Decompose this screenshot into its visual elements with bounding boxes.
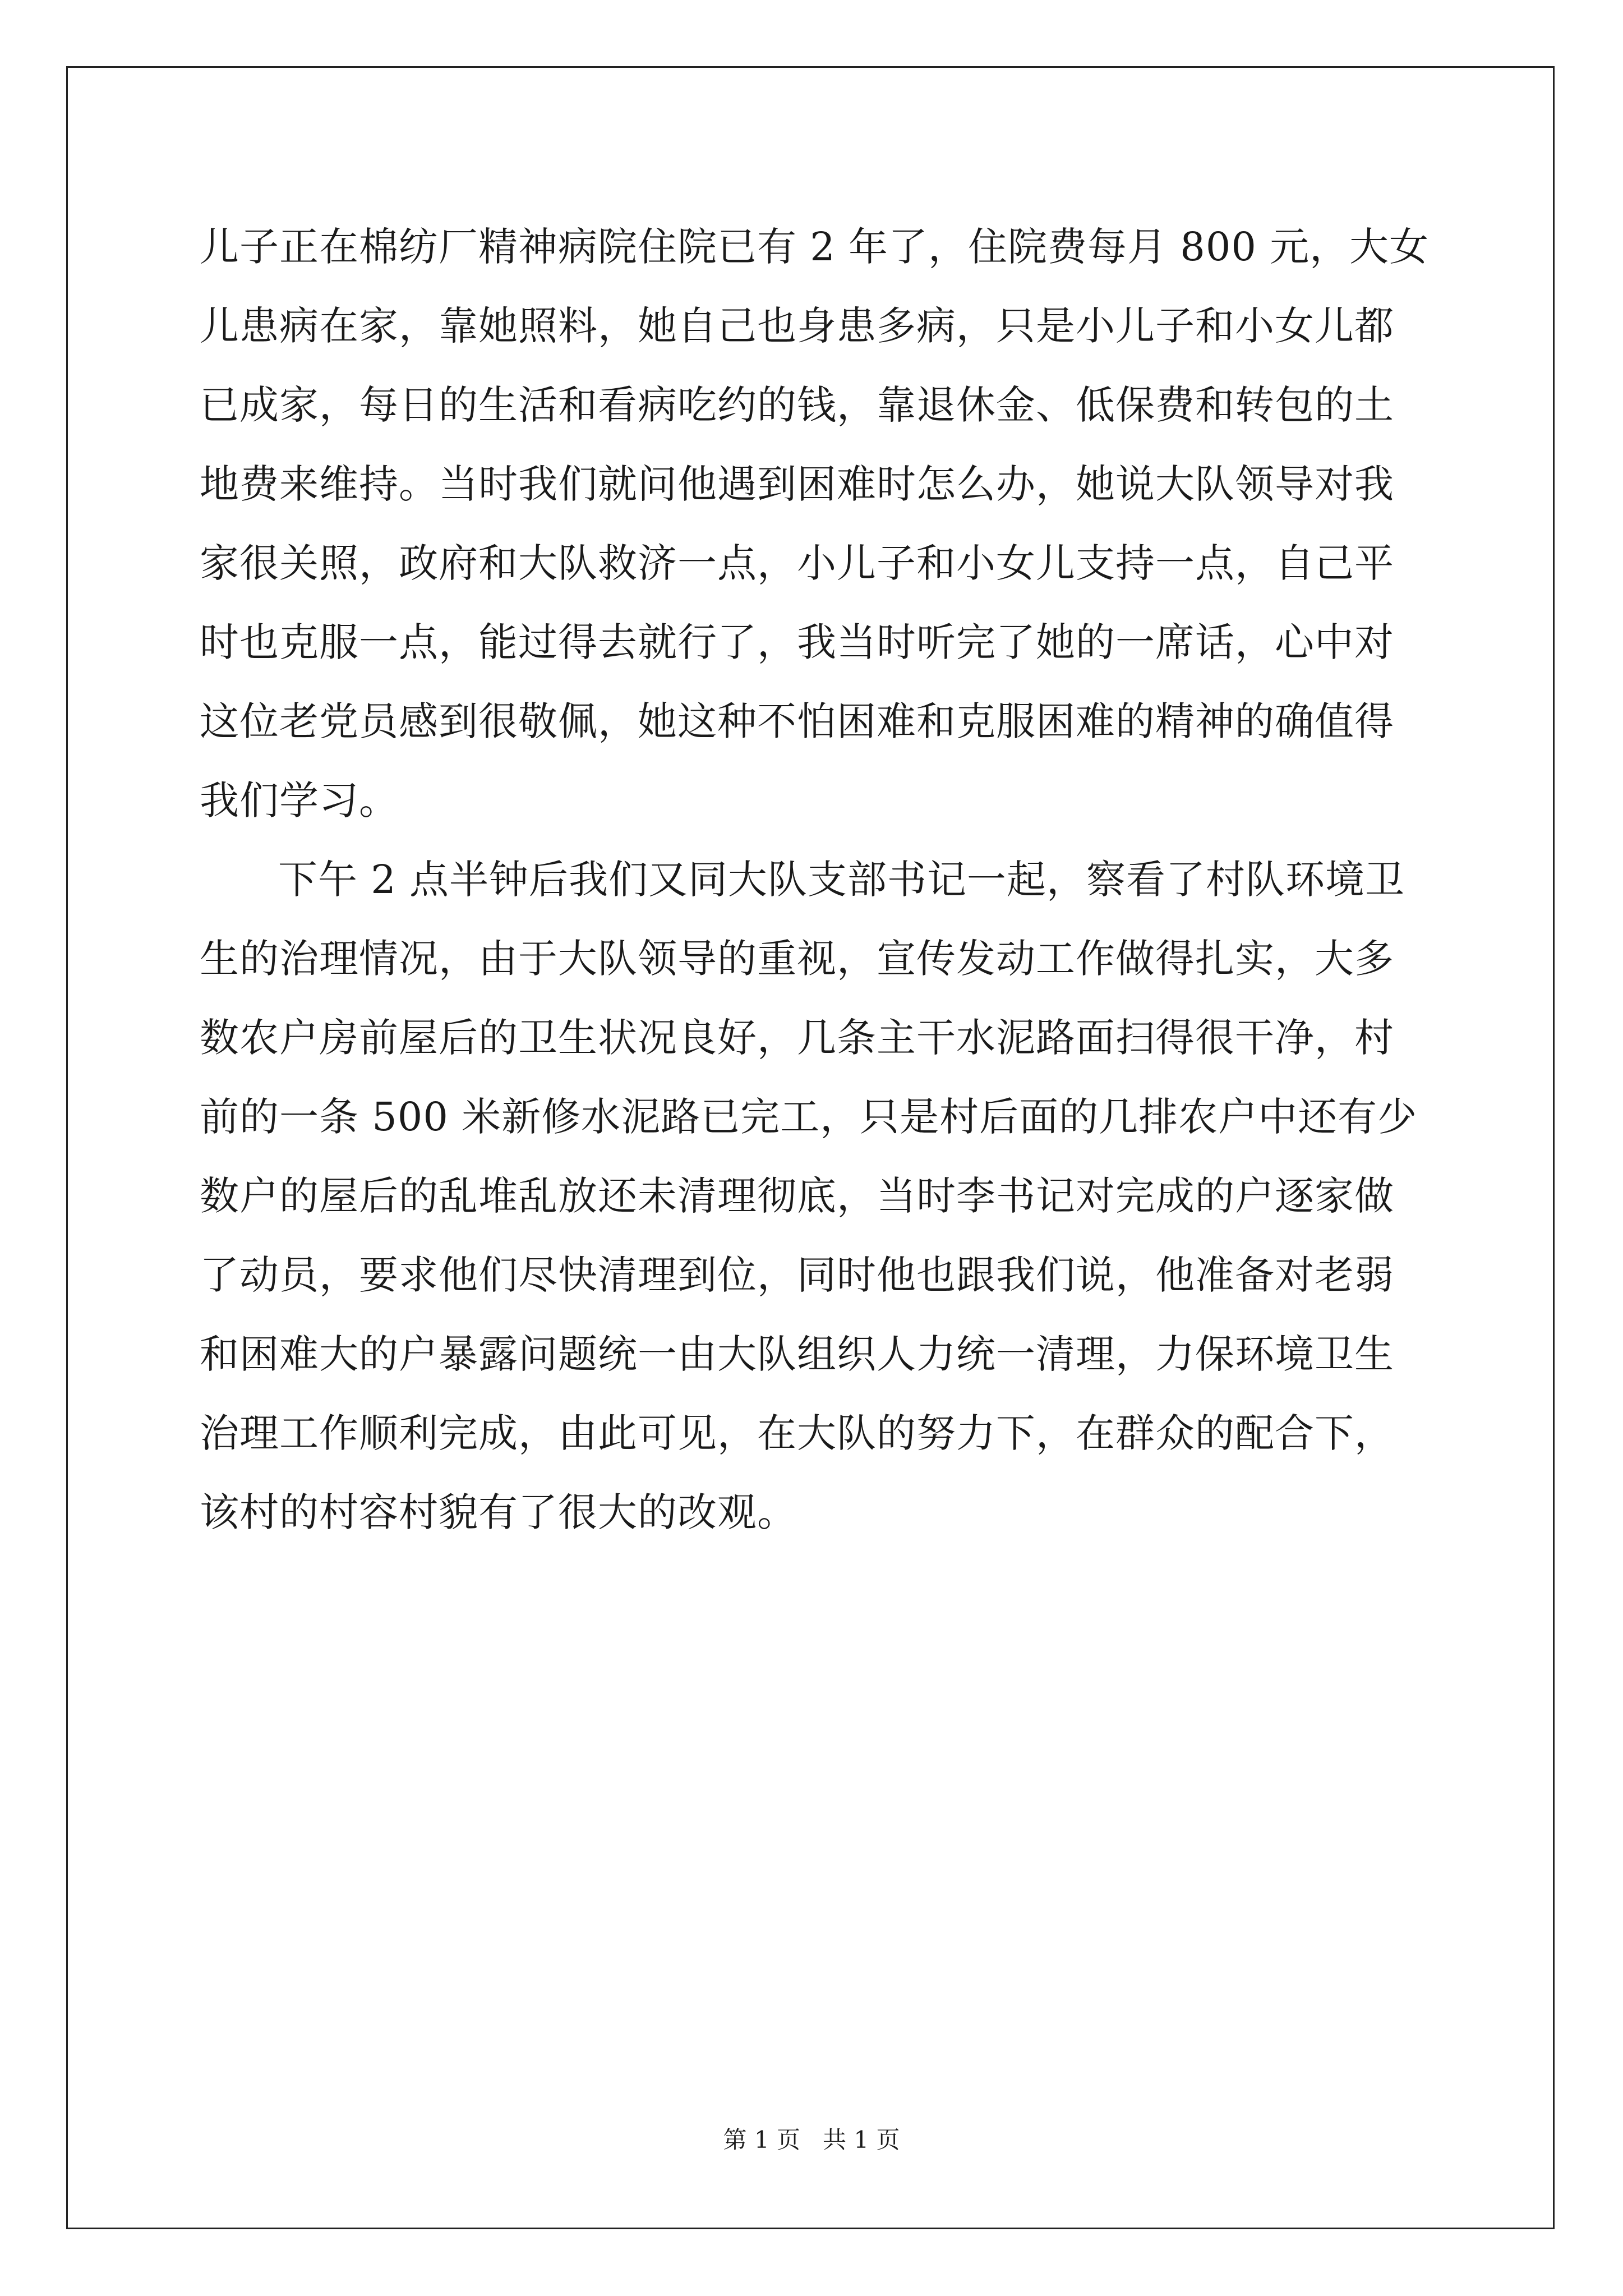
paragraph-1-line-4: 地费来维持。当时我们就问他遇到困难时怎么办，她说大队领导对我 [200,461,1394,507]
paragraph-1-line-7: 这位老党员感到很敬佩，她这种不怕困难和克服困难的精神的确值得 [200,698,1394,744]
paragraph-2-line-3: 数农户房前屋后的卫生状况良好，几条主干水泥路面扫得很干净，村 [200,1015,1394,1061]
paragraph-2-line-4: 前的一条 500 米新修水泥路已完工，只是村后面的几排农户中还有少 [200,1094,1418,1140]
paragraph-2-line-7: 和困难大的户暴露问题统一由大队组织人力统一清理，力保环境卫生 [200,1331,1394,1377]
paragraph-1-line-5: 家很关照，政府和大队救济一点，小儿子和小女儿支持一点，自己平 [200,540,1394,586]
paragraph-1-line-6: 时也克服一点，能过得去就行了，我当时听完了她的一席话，心中对 [200,619,1394,665]
paragraph-2-line-1: 下午 2 点半钟后我们又同大队支部书记一起，察看了村队环境卫 [278,857,1405,903]
paragraph-2-line-5: 数户的屋后的乱堆乱放还未清理彻底，当时李书记对完成的户逐家做 [200,1173,1394,1219]
paragraph-1-line-2: 儿患病在家，靠她照料，她自己也身患多病，只是小儿子和小女儿都 [200,303,1394,349]
paragraph-1-line-8: 我们学习。 [200,777,399,823]
paragraph-2-line-2: 生的治理情况，由于大队领导的重视，宣传发动工作做得扎实，大多 [200,936,1394,982]
paragraph-2-line-9: 该村的村容村貌有了很大的改观。 [200,1489,797,1535]
paragraph-1-line-1: 儿子正在棉纺厂精神病院住院已有 2 年了，住院费每月 800 元，大女 [200,224,1430,270]
page-number-footer: 第 1 页 共 1 页 [723,2126,900,2154]
paragraph-2-line-6: 了动员，要求他们尽快清理到位，同时他也跟我们说，他准备对老弱 [200,1252,1394,1298]
paragraph-2-line-8: 治理工作顺利完成，由此可见，在大队的努力下，在群众的配合下， [200,1410,1394,1456]
paragraph-1-line-3: 已成家，每日的生活和看病吃约的钱，靠退休金、低保费和转包的土 [200,382,1394,428]
